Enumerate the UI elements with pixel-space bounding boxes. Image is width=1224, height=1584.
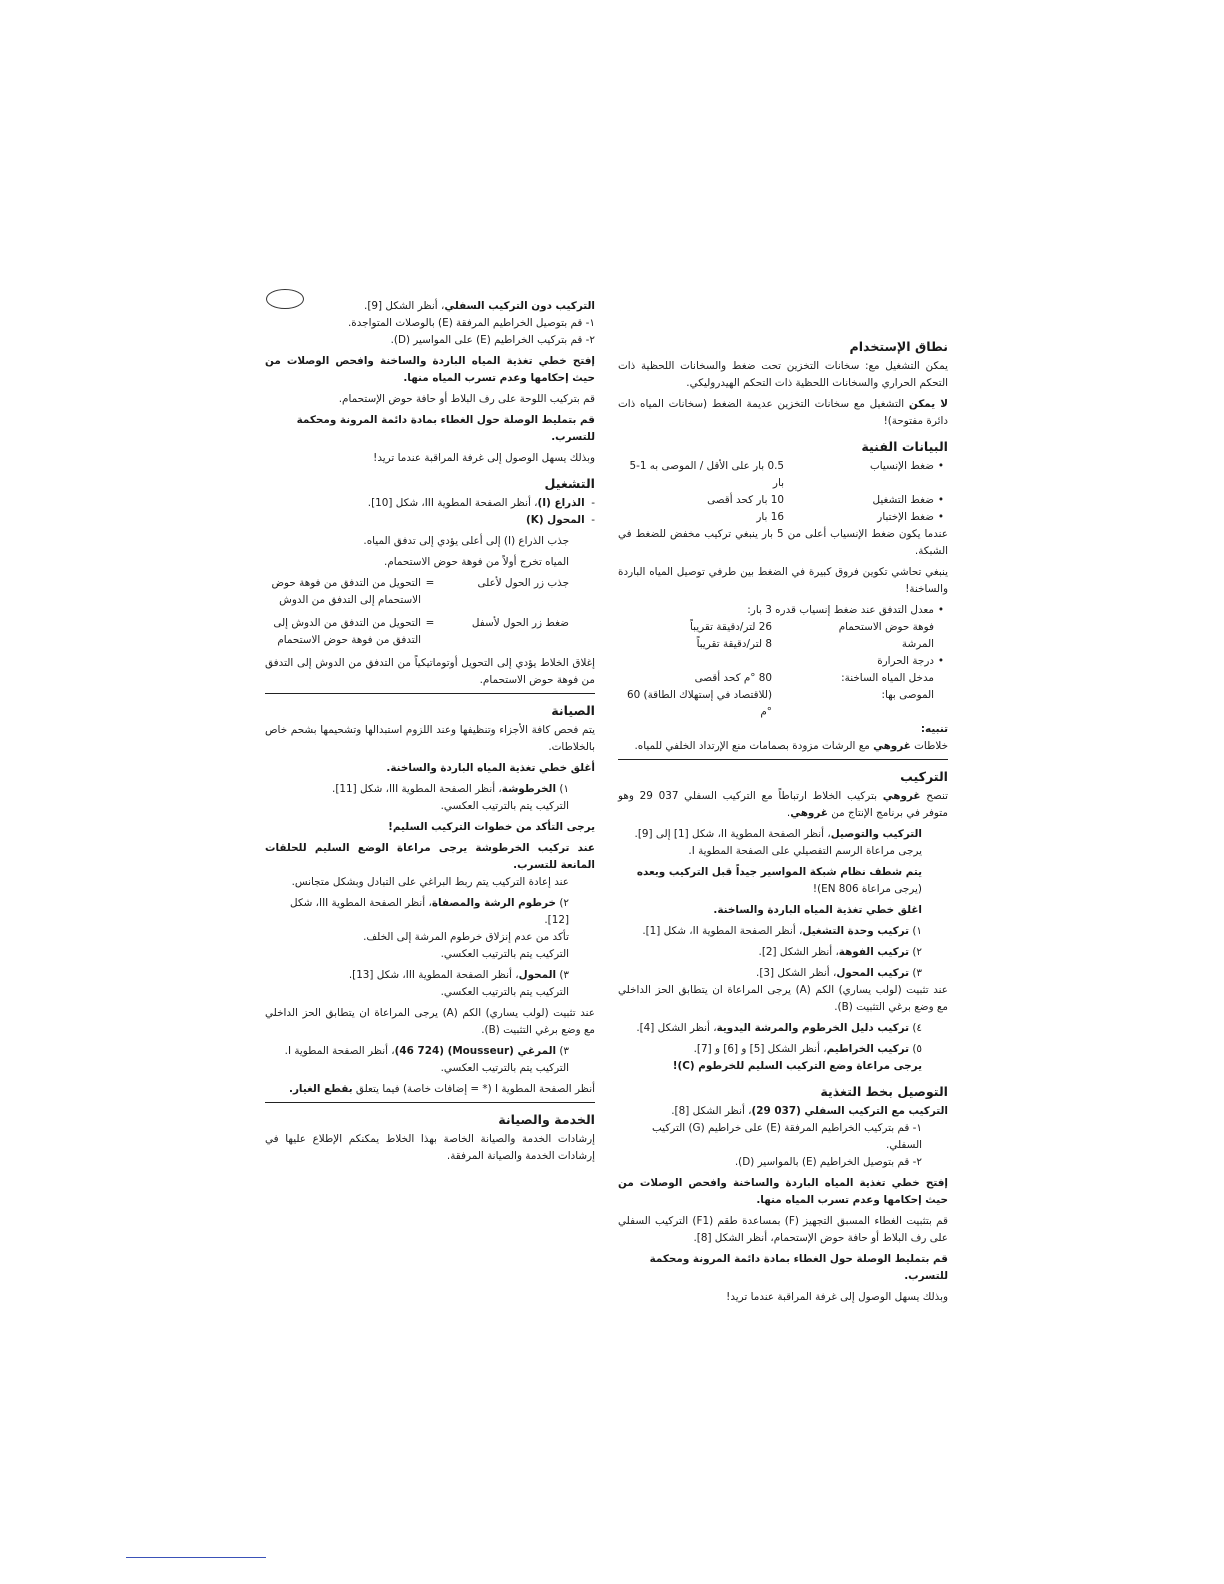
operation-item-text: ، أنظر الصفحة المطوية III، شكل [10]. <box>367 497 538 509</box>
diverter-action: جذب زر الحول لأعلى <box>477 577 569 589</box>
dash: - <box>591 497 595 509</box>
operation-paragraph: إغلاق الخلاط يؤدي إلى التحويل أوتوماتيكياً من التدفق من الدوش إلى التدفق من فوهة حوض الاستحمام. <box>265 657 595 686</box>
spec-label: ضغط الإنسياب <box>869 460 934 472</box>
step-text: ، أنظر الصفحة المطوية II، شكل [1]. <box>642 925 803 937</box>
step-note: التركيب يتم بالترتيب العكسي. <box>440 800 569 812</box>
install-step <box>618 944 948 961</box>
step-text: ، أنظر الشكل [4]. <box>636 1022 717 1034</box>
operation-item-bold: الذراع (I) <box>537 497 585 509</box>
step-number: ٣) <box>559 969 569 981</box>
usage-warning-bold: لا يمكن <box>908 398 948 410</box>
step-note: عند تثبيت (لولب يساري) الكم (A) يرجى المراعاة ان يتطابق الحز الداخلي مع وضع برغي التثبيت (B). <box>618 984 948 1013</box>
installation-paragraph <box>618 788 948 822</box>
step-text: ، أنظر الصفحة المطوية III، شكل [13]. <box>348 969 519 981</box>
operation-paragraph: جذب الذراع (I) إلى أعلى يؤدي إلى تدفق المياه. <box>363 535 569 547</box>
step-number: ١) <box>559 783 569 795</box>
seal-warning: قم بتمليط الوصلة حول الغطاء بمادة دائمة المرونة ومحكمة للتسرب. <box>649 1253 948 1282</box>
connection-paragraph: وبذلك يسهل الوصول إلى غرفة المراقبة عندما تريد! <box>726 1291 948 1303</box>
text-b: بتركيب الخلاط ارتباطاً مع التركيب السفلي 037 29 وهو متوفر في برنامج الإنتاج من <box>618 790 948 819</box>
spec-row <box>618 492 948 509</box>
spare-parts-bold: بقطع الغيار. <box>289 1083 353 1095</box>
open-supply-warning: إفتح خطي تغذية المياه الباردة والساخنة وافحص الوصلات من حيث إحكامها وعدم تسرب المياه منها. <box>618 1177 948 1206</box>
install-step <box>618 965 948 982</box>
note-text <box>618 738 948 755</box>
service-paragraph: إرشادات الخدمة والصيانة الخاصة بهذا الخلاط يمكنكم الإطلاع عليها في إرشادات الخدمة والصيانة المرفقة. <box>265 1133 595 1162</box>
bullet: • <box>937 655 945 667</box>
operation-item <box>265 495 595 512</box>
step-title: تركيب الخراطيم <box>826 1043 910 1055</box>
temp-value: (للاقتصاد في إستهلاك الطاقة) 60 °م <box>626 689 772 718</box>
close-supply-note: اغلق خطي تغذية المياه الباردة والساخنة. <box>713 904 922 916</box>
text-a: تنصح <box>920 790 948 802</box>
temp-row <box>618 687 948 721</box>
temp-label: الموصى بها: <box>881 689 934 701</box>
install-step <box>618 923 948 940</box>
temp-value: 80 °م كحد أقصى <box>694 672 772 684</box>
tech-data-heading: البيانات الفنية <box>861 439 948 454</box>
flow-heading <box>618 602 948 619</box>
flow-heading-text: معدل التدفق عند ضغط إنسياب قدره 3 بار: <box>747 604 934 616</box>
install-step <box>618 1020 948 1037</box>
mount-paragraph: قم بتركيب اللوحة على رف البلاط أو حافة حوض الإستحمام. <box>338 393 595 405</box>
flow-value: 8 لتر/دقيقة تقريباً <box>696 638 772 650</box>
installation-detail-note: يرجى مراعاة الرسم التفصيلي على الصفحة المطوية I. <box>688 845 922 857</box>
section-divider <box>265 1102 595 1103</box>
seal-warning: قم بتمليط الوصلة حول الغطاء بمادة دائمة المرونة ومحكمة للتسرب. <box>296 414 595 443</box>
spec-value: 16 بار <box>756 511 784 523</box>
flow-label: فوهة حوض الاستحمام <box>838 621 934 633</box>
equals-sign: = <box>425 577 435 589</box>
service-heading: الخدمة والصيانة <box>498 1112 595 1127</box>
tech-paragraph: ينبغي تحاشي تكوين فروق كبيرة في الضغط بين طرفي توصيل المياه الباردة والساخنة! <box>618 566 948 595</box>
access-paragraph: وبذلك يسهل الوصول إلى غرفة المراقبة عندما تريد! <box>373 452 595 464</box>
spare-parts-note <box>265 1081 595 1098</box>
close-supply-note: أغلق خطي تغذية المياه الباردة والساخنة. <box>386 762 595 774</box>
flush-warning-text: (يرجى مراعاة EN 806)! <box>812 883 922 895</box>
no-subassembly-ref <box>265 298 595 315</box>
step-note: التركيب يتم بالترتيب العكسي. <box>440 986 569 998</box>
spec-value: 10 بار كحد أقصى <box>707 494 784 506</box>
usage-warning <box>618 396 948 430</box>
diverter-action: ضغط زر الحول لأسفل <box>471 617 569 629</box>
step-title: تركيب دليل الخرطوم والمرشة اليدوية <box>716 1022 910 1034</box>
note-text-b: مع الرشات مزودة بصمامات منع الإرتداد الخلفي للمياه. <box>634 740 874 752</box>
temp-row <box>618 670 948 687</box>
step-text: ، أنظر الشكل [3]. <box>756 967 837 979</box>
step-text: ، أنظر الصفحة المطوية III، شكل [11]. <box>332 783 502 795</box>
step-note: تأكد من عدم إنزلاق خرطوم المرشة إلى الخلف. <box>363 931 569 943</box>
step-number: ١) <box>912 925 922 937</box>
step-text: ، أنظر الشكل [5] و [6] و [7]. <box>693 1043 827 1055</box>
connection-ref <box>618 1103 948 1120</box>
operation-item-bold: المحول (K) <box>526 514 585 526</box>
spec-row <box>618 458 948 492</box>
step-number: ٣) <box>559 1045 569 1057</box>
seal-ring-warning: عند تركيب الخرطوشة يرجى مراعاة الوضع السليم للحلقات المانعة للتسرب. <box>265 842 595 871</box>
flush-warning <box>618 864 948 898</box>
usage-warning-text: التشغيل مع سخانات التخزين عديمة الضغط (سخانات المياه ذات دائرة مفتوحة)! <box>618 398 948 427</box>
step-text: ، أنظر الشكل [2]. <box>758 946 839 958</box>
maintenance-step <box>265 967 595 984</box>
step-number: ٥) <box>912 1043 922 1055</box>
step-number: ٢) <box>559 897 569 909</box>
step-text: ، أنظر الصفحة المطوية III، شكل [12]. <box>290 897 569 926</box>
flow-label: المرشة <box>901 638 934 650</box>
bullet: • <box>937 494 945 506</box>
spec-label: ضغط الإختبار <box>877 511 934 523</box>
step-number: ٤) <box>912 1022 922 1034</box>
flow-row <box>618 619 948 636</box>
step-title: تركيب وحدة التشغيل <box>802 925 910 937</box>
connection-ref-text: ، أنظر الشكل [8]. <box>671 1105 752 1117</box>
connection-paragraph: قم بتثبيت الغطاء المسبق التجهيز (F) بمساعدة طقم (F1) التركيب السفلي على رف البلاط أو حافة حوض الإستحمام، أنظر الشكل [8]. <box>618 1215 949 1244</box>
usage-heading: نطاق الإستخدام <box>849 339 948 354</box>
diverter-row <box>265 615 595 649</box>
no-subassembly-ref-text: ، أنظر الشكل [9]. <box>364 300 445 312</box>
temp-label: مدخل المياه الساخنة: <box>841 672 934 684</box>
step-title: المحول <box>518 969 557 981</box>
step-title: تركيب المحول <box>836 967 910 979</box>
operation-heading: التشغيل <box>544 476 595 491</box>
tech-paragraph: عندما يكون ضغط الإنسياب أعلى من 5 بار ينبغي تركيب مخفض للضغط في الشبكة. <box>618 528 948 557</box>
connection-step: ٢- قم بتركيب الخراطيم (E) على المواسير (D). <box>390 334 595 346</box>
footer-line <box>126 1557 266 1558</box>
step-note: التركيب يتم بالترتيب العكسي. <box>440 948 569 960</box>
connection-step: ١- قم بتوصيل الخراطيم المرفقة (E) بالوصلات المتواجدة. <box>347 317 595 329</box>
note-heading: تنبيه: <box>920 723 948 735</box>
maintenance-step <box>265 895 595 929</box>
bullet: • <box>937 604 945 616</box>
bullet: • <box>937 511 945 523</box>
diverter-result: التحويل من التدفق من الدوش إلى التدفق من فوهة حوض الاستحمام <box>273 617 421 646</box>
operation-paragraph: المياه تخرج أولاً من فوهة حوض الاستحمام. <box>384 556 569 568</box>
connection-step: ١- قم بتركيب الخراطيم المرفقة (E) على خراطيم (G) التركيب السفلي. <box>651 1122 922 1151</box>
maintenance-paragraph: يتم فحص كافة الأجزاء وتنظيفها وعند اللزوم استبدالها وتشحيمها بشحم خاص بالخلاطات. <box>265 724 595 753</box>
usage-paragraph: يمكن التشغيل مع: سخانات التخزين تحت ضغط والسخانات اللحظية ذات التحكم الحراري والسخانات اللحظية ذات التحكم الهيدروليكي. <box>618 360 948 389</box>
installation-ref <box>618 826 948 843</box>
brand-name: غروهي <box>882 790 921 802</box>
maintenance-step <box>265 781 595 798</box>
connection-ref-bold: التركيب مع التركيب السفلي (037 29) <box>751 1105 948 1117</box>
flush-warning-bold: يتم شطف نظام شبكة المواسير جيداً قبل التركيب وبعده <box>636 866 922 878</box>
hose-warning: يرجى مراعاة وضع التركيب السليم للخرطوم (C)! <box>672 1060 922 1072</box>
install-step <box>618 1041 948 1058</box>
connection-heading: التوصيل بخط التغذية <box>820 1084 948 1099</box>
spec-label: ضغط التشغيل <box>872 494 934 506</box>
installation-ref-text: ، أنظر الصفحة المطوية II، شكل [1] إلى [9]. <box>634 828 831 840</box>
installation-ref-bold: التركيب والتوصيل <box>830 828 922 840</box>
brand-name: غروهي <box>873 740 911 752</box>
step-title: الخرطوشة <box>501 783 557 795</box>
spec-row <box>618 509 948 526</box>
right-column <box>618 330 948 1310</box>
no-subassembly-ref-bold: التركيب دون التركيب السفلي <box>444 300 595 312</box>
step-title: تركيب الفوهة <box>838 946 910 958</box>
step-note: عند إعادة التركيب يتم ربط البراغي على التبادل وبشكل متجانس. <box>291 876 569 888</box>
section-divider <box>618 759 948 760</box>
step-note: عند تثبيت (لولب يساري) الكم (A) يرجى المراعاة ان يتطابق الحز الداخلي مع وضع برغي التثبيت (B). <box>265 1007 595 1036</box>
temp-heading-text: درجة الحرارة <box>877 655 934 667</box>
temp-heading <box>618 653 948 670</box>
step-note: التركيب يتم بالترتيب العكسي. <box>440 1062 569 1074</box>
open-supply-warning: إفتح خطي تغذية المياه الباردة والساخنة وافحص الوصلات من حيث إحكامها وعدم تسرب المياه منها. <box>265 355 595 384</box>
step-number: ٣) <box>912 967 922 979</box>
installation-heading: التركيب <box>900 769 948 784</box>
bullet: • <box>937 460 945 472</box>
brand-name: غروهي <box>790 807 828 819</box>
operation-item <box>265 512 595 529</box>
step-title: خرطوم الرشة والمصفاة <box>431 897 557 909</box>
maintenance-heading: الصيانة <box>551 703 595 718</box>
assembly-warning: يرجى التأكد من خطوات التركيب السليم! <box>388 821 595 833</box>
text-c: . <box>786 807 791 819</box>
spare-parts-text: أنظر الصفحة المطوية I (* = إضافات خاصة) فيما يتعلق <box>352 1083 595 1095</box>
equals-sign: = <box>425 617 435 629</box>
flow-value: 26 لتر/دقيقة تقريباً <box>689 621 772 633</box>
note-text-a: خلاطات <box>910 740 948 752</box>
step-text: ، أنظر الصفحة المطوية I. <box>284 1045 395 1057</box>
diverter-result: التحويل من التدفق من فوهة حوض الاستحمام إلى التدفق من الدوش <box>271 577 421 606</box>
left-column <box>265 298 595 1169</box>
step-title: المرغي (Mousseur) (46 724) <box>394 1045 557 1057</box>
step-number: ٢) <box>912 946 922 958</box>
diverter-row <box>265 575 595 609</box>
section-divider <box>265 693 595 694</box>
spec-value: 0.5 بار على الأقل / الموصى به 1-5 بار <box>629 460 784 489</box>
dash: - <box>591 514 595 526</box>
maintenance-step <box>265 1043 595 1060</box>
flow-row <box>618 636 948 653</box>
connection-step: ٢- قم بتوصيل الخراطيم (E) بالمواسير (D). <box>734 1156 922 1168</box>
